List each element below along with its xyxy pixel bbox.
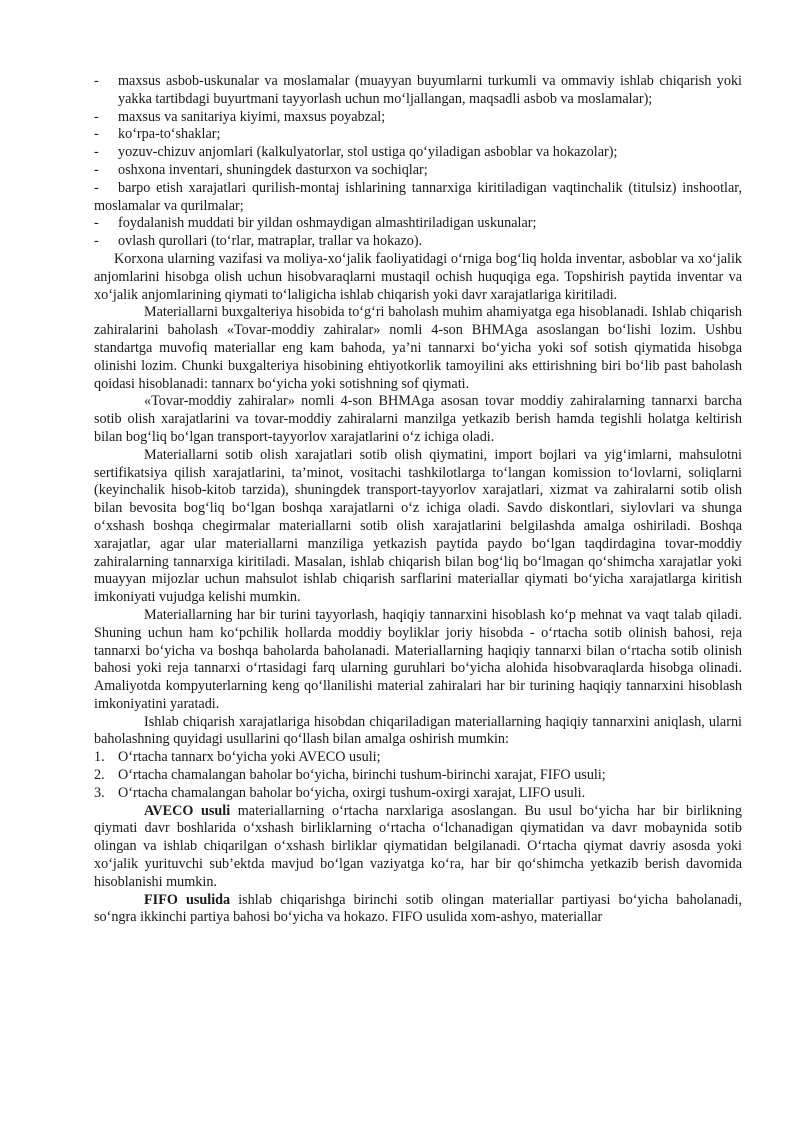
list-item [94, 180, 742, 216]
paragraph: «Tovar-moddiy zahiralar» nomli 4-son BHMAga asosan tovar moddiy zahiralarning tannarxi barcha sotib olish xarajatlarini va tovar-moddiy zahiralarni manzilga yetkazib berish hamda tegishli holatga keltirish bilan bog‘liq bo‘lgan transport-tayyorlov xarajatlarini o‘z ichiga oladi. [94, 393, 742, 445]
list-item [94, 162, 742, 180]
paragraph-text: ishlab chiqarishga birinchi sotib olingan materiallar partiyasi bo‘yicha baholanadi, so‘ngra ikkinchi partiya bahosi bo‘yicha va hokazo. FIFO usulida xom-ashyo, materiallar [94, 891, 742, 926]
list-marker: - [94, 73, 99, 89]
number-marker: 3. [94, 784, 105, 801]
number-marker: 2. [94, 767, 105, 784]
list-marker: - [94, 233, 99, 250]
list-item-text: foydalanish muddati bir yildan oshmaydigan almashtiriladigan uskunalar; [118, 215, 537, 232]
paragraph [94, 803, 742, 892]
list-item-text: oshxona inventari, shuningdek dasturxon va sochiqlar; [118, 161, 428, 178]
document-page [94, 73, 742, 927]
list-item [94, 215, 742, 233]
numbered-item [94, 785, 742, 803]
list-item [94, 126, 742, 144]
numbered-item-text: O‘rtacha chamalangan baholar bo‘yicha, oxirgi tushum-oxirgi xarajat, LIFO usuli. [118, 784, 586, 801]
numbered-item-text: O‘rtacha tannarx bo‘yicha yoki AVECO usuli; [118, 749, 381, 766]
term-fifo: FIFO usulida [144, 891, 231, 908]
list-marker: - [94, 215, 99, 232]
list-item-text: maxsus asbob-uskunalar va moslamalar (muayyan buyumlarni turkumli va ommaviy ishlab chiqarish yoki yakka tartibdagi buyurtmani tayyorlash uchun mo‘ljallangan, maqsadli asbob va moslamalar); [118, 73, 742, 107]
paragraph: Materiallarni sotib olish xarajatlari sotib olish qiymatini, import bojlari va yig‘imlarni, mahsulotni sertifikatsiya qilish xarajatlarini, ta’minot, vositachi tashkilotlarga to‘langan komission to‘lovlarni, soliqlarni (keyinchalik hisob-kitob tarzida), shuningdek transport-tayyorlov xarajatlari, xizmat va zahiralarni sotib olish bilan bevosita bog‘liq bo‘lgan boshqa xarajatlarni o‘z ichiga oladi. Savdo diskontlari, siylovlari va shunga o‘xshash boshqa chegirmalar materiallarni sotib olish xarajatlarini belgilashda amalga oshiriladi. Boshqa xarajatlar, agar ular materiallarni manziliga yetkazish paytida paydo bo‘lgan taqdirdagina tovar-moddiy zahiralarning tannarxiga kiritiladi. Masalan, ishlab chiqarish bilan bog‘liq bo‘lmagan qo‘shimcha xarajatlar yoki muayyan mijozlar uchun mahsulot ishlab chiqarish sarflarini materiallar qiymati bo‘yicha xarajatlarga kiritish imkoniyati vujudga kelishi mumkin. [94, 446, 742, 606]
paragraph: Ishlab chiqarish xarajatlariga hisobdan chiqariladigan materiallarning haqiqiy tannarxini aniqlash, ularni baholashning quyidagi usullarini qo‘llash bilan amalga oshirish mumkin: [94, 713, 742, 748]
list-item-text: yozuv-chizuv anjomlari (kalkulyatorlar, stol ustiga qo‘yiladigan asboblar va hokazolar); [118, 144, 618, 161]
list-marker: - [94, 179, 99, 196]
numbered-item [94, 767, 742, 785]
list-item-text: maxsus va sanitariya kiyimi, maxsus poyabzal; [118, 108, 386, 125]
list-item [94, 109, 742, 127]
list-item-text: ko‘rpa-to‘shaklar; [118, 126, 221, 143]
paragraph: Korxona ularning vazifasi va moliya-xo‘jalik faoliyatidagi o‘rniga bog‘liq holda inventar, asboblar va xo‘jalik anjomlarini hisobga olish uchun hisobvaraqlarni mustaqil ochish huquqiga ega. Topshirish paytida inventar va xo‘jalik anjomlarining qiymati to‘laligicha ishlab chiqarish yoki davr xarajatlariga kiritiladi. [94, 250, 742, 303]
list-marker: - [94, 126, 99, 143]
list-marker: - [94, 161, 99, 178]
list-item-text: barpo etish xarajatlari qurilish-montaj ishlarining tannarxiga kiritiladigan vaqtinchalik (titulsiz) inshootlar, moslamalar va qurilmalar; [94, 179, 742, 214]
term-aveco: AVECO usuli [144, 802, 231, 819]
list-item [94, 233, 742, 251]
number-marker: 1. [94, 749, 105, 766]
numbered-item [94, 749, 742, 767]
paragraph [94, 892, 742, 928]
numbered-item-text: O‘rtacha chamalangan baholar bo‘yicha, birinchi tushum-birinchi xarajat, FIFO usuli; [118, 767, 606, 784]
list-marker: - [94, 144, 99, 161]
paragraph-text: materiallarning o‘rtacha narxlariga asoslangan. Bu usul bo‘yicha har bir birlikning qiymati davr boshlarida o‘xshash birliklarning o‘rtacha o‘lchanadigan qiymatidan va davr mobaynida sotib olingan va ishlab chiqarilgan o‘xshash birliklar qiymatidan belgilanadi. O‘rtacha qiymat davriy asosda yoki xo‘jalik yurituvchi sub’ektda mavjud bo‘lgan vaziyatga ko‘ra, har bir qo‘shimcha yetkazib berish davomida hisoblanishi mumkin. [94, 802, 742, 890]
list-item-text: ovlash qurollari (to‘rlar, matraplar, trallar va hokazo). [118, 233, 423, 250]
paragraph: Materiallarning har bir turini tayyorlash, haqiqiy tannarxini hisoblash ko‘p mehnat va vaqt talab qiladi. Shuning uchun ham ko‘pchilik hollarda moddiy boyliklar joriy hisobda - o‘rtacha sotib olinish bahosi, reja tannarxi bo‘yicha va boshqa baholarda baholanadi. Materiallarning haqiqiy tannarxi bilan o‘rtacha sotib olinish bahosi yoki reja tannarxi o‘rtasidagi farq ularning guruhlari bo‘yicha alohida hisobvaraqlarda hisobga olinadi. Amaliyotda kompyuterlarning keng qo‘llanilishi material zahiralari har bir turining haqiqiy tannarxini hisoblash imkoniyatini yaratadi. [94, 606, 742, 712]
list-marker: - [94, 108, 99, 125]
list-item [94, 73, 742, 109]
paragraph: Materiallarni buxgalteriya hisobida to‘g‘ri baholash muhim ahamiyatga ega hisoblanadi. Ishlab chiqarish zahiralarini baholash «Tovar-moddiy zahiralar» nomli 4-son BHMAga asoslangan bo‘lishi lozim. Ushbu standartga muvofiq materiallar eng kam bahoda, ya’ni tannarxi bo‘yicha yoki sof sotish qiymatida hisobga olinishi lozim. Chunki buxgalteriya hisobining ehtiyotkorlik tamoyilini aks ettirishning biri bo‘lib past baholash qoidasi hisoblanadi: tannarx bo‘yicha yoki sotishning sof qiymati. [94, 304, 742, 392]
list-item [94, 144, 742, 162]
